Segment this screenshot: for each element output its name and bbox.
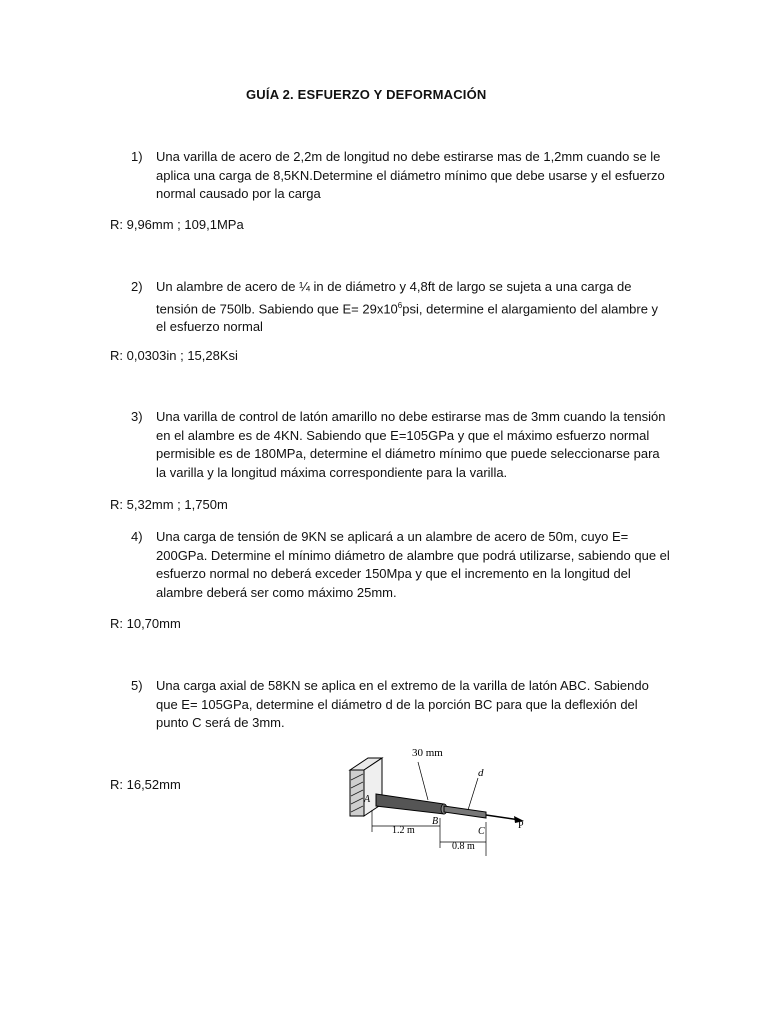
label-p: P <box>518 820 524 831</box>
answer-2: R: 0,0303in ; 15,28Ksi <box>110 348 238 363</box>
answer-5: R: 16,52mm <box>110 777 181 792</box>
label-30mm: 30 mm <box>412 747 443 759</box>
problem-4 <box>131 528 671 602</box>
rod-figure <box>340 740 540 865</box>
answer-4: R: 10,70mm <box>110 616 181 631</box>
problem-number: 1) <box>131 149 143 164</box>
page-title: GUÍA 2. ESFUERZO Y DEFORMACIÓN <box>246 87 487 102</box>
problem-text <box>156 278 671 337</box>
dim-30mm-leader <box>418 762 428 800</box>
answer-3: R: 5,32mm ; 1,750m <box>110 497 228 512</box>
label-0-8m: 0.8 m <box>452 841 475 852</box>
problem-number: 4) <box>131 529 143 544</box>
problem-text: Una varilla de control de latón amarillo no debe estirarse mas de 3mm cuando la tensión en el alambre es de 4KN. Sabiendo que E=105GPa y que el máximo esfuerzo normal permisible es de 180MPa, determine el diámetro mínimo que puede seleccionarse para la varilla y la longitud máxima correspondiente para la varilla. <box>156 409 666 480</box>
label-d: d <box>478 767 484 779</box>
problem-5 <box>131 677 671 733</box>
problem-text-part: psi, determine el alargamiento del alambre y el esfuerzo normal <box>156 300 659 335</box>
label-b: B <box>432 816 439 827</box>
problem-text: Una varilla de acero de 2,2m de longitud no debe estirarse mas de 1,2mm cuando se le aplica una carga de 8,5KN.Determine el diámetro mínimo que debe usarse y el esfuerzo normal causado por la carga <box>156 149 665 201</box>
rod-bc <box>444 806 486 818</box>
problem-1 <box>131 148 671 204</box>
dim-d-leader <box>468 778 478 810</box>
answer-1: R: 9,96mm ; 109,1MPa <box>110 217 244 232</box>
problem-2 <box>131 278 671 337</box>
problem-number: 2) <box>131 279 143 294</box>
problem-text-part: Un alambre de acero de ¼ in de diámetro y 4,8ft de largo se sujeta a una carga de tensión de 750lb. Sabiendo que E= 29x10 <box>156 279 632 316</box>
rod-diagram <box>340 740 540 860</box>
problem-3 <box>131 408 671 482</box>
label-a: A <box>364 794 371 805</box>
problem-number: 5) <box>131 678 143 693</box>
label-1-2m: 1.2 m <box>392 825 415 836</box>
problem-text: Una carga de tensión de 9KN se aplicará a un alambre de acero de 50m, cuyo E= 200GPa. Determine el mínimo diámetro de alambre que podrá utilizarse, sabiendo que el esfuerzo normal no deberá exceder 150Mpa y que el incremento en la longitud del alambre deberá ser como máximo 25mm. <box>156 529 670 600</box>
problem-text: Una carga axial de 58KN se aplica en el extremo de la varilla de latón ABC. Sabiendo que E= 105GPa, determine el diámetro d de la porción BC para que la deflexión del punto C será de 3mm. <box>156 678 649 730</box>
rod-ab <box>376 794 444 814</box>
problem-number: 3) <box>131 409 143 424</box>
exponent: 6 <box>397 300 403 310</box>
label-c: C <box>478 826 485 837</box>
